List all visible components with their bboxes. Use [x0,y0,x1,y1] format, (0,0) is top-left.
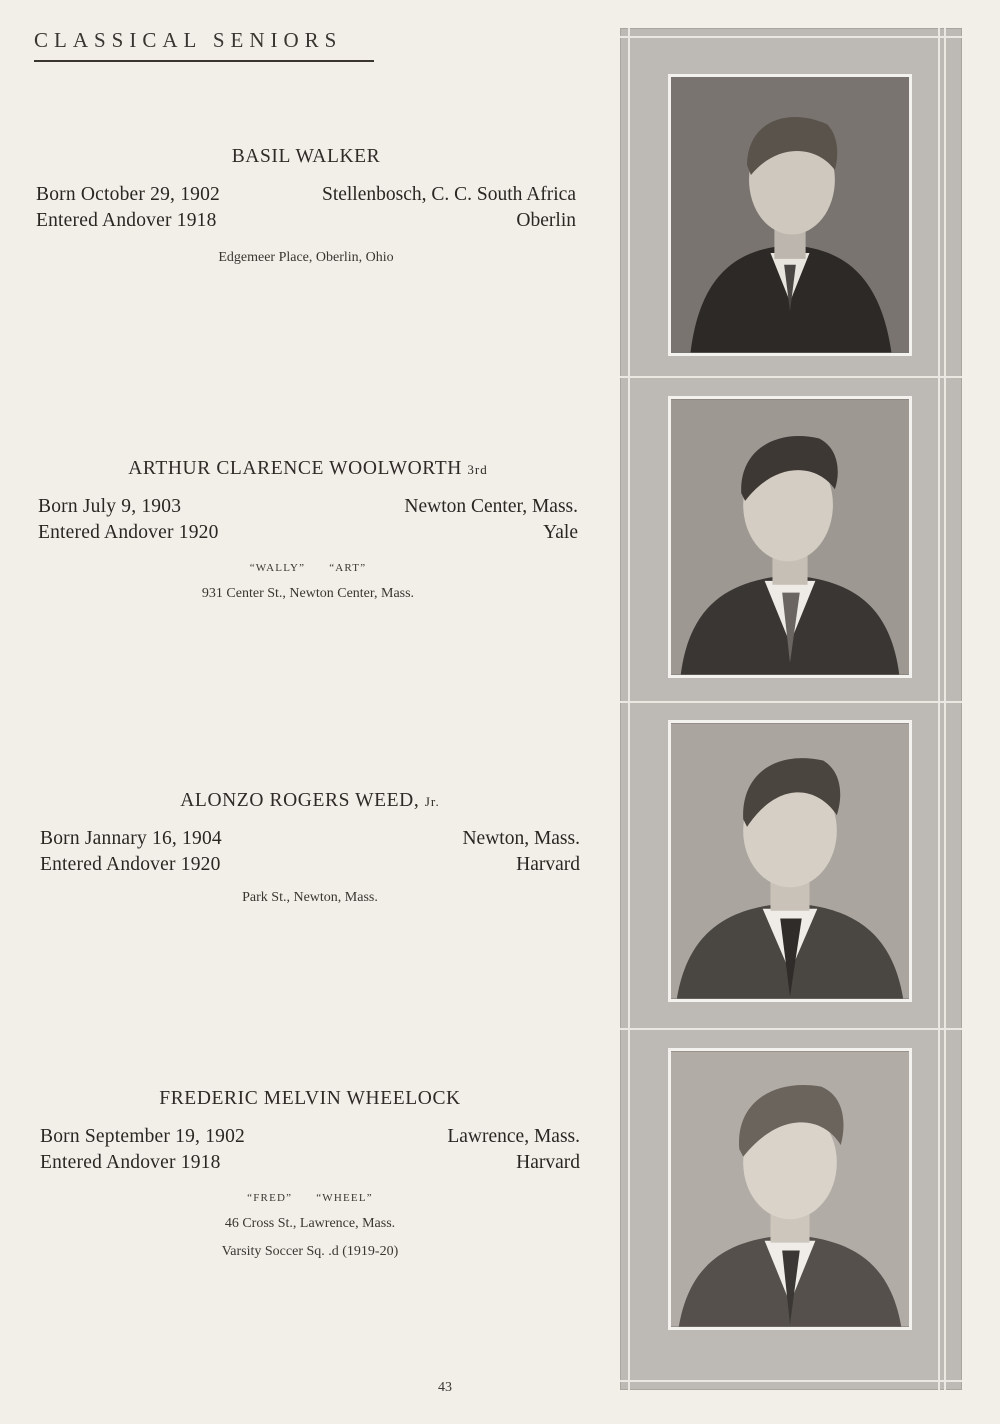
entered-row [40,852,580,878]
birth-date: Born October 29, 1902 [36,184,221,205]
college: Harvard [516,854,580,875]
entered-year: Entered Andover 1920 [40,854,221,875]
senior-name [40,1088,580,1110]
frame-border-line [620,36,962,38]
frame-border-line [628,28,630,1390]
portrait-image [671,399,909,675]
nicknames [38,562,578,574]
page-header: CLASSICAL SENIORS [34,28,343,52]
nickname: “ART” [329,562,367,574]
birthplace: Newton Center, Mass. [404,496,578,517]
page-number: 43 [438,1380,452,1395]
senior-entry [40,1088,580,1260]
home-address: Park St., Newton, Mass. [242,890,378,905]
senior-entry [40,790,580,906]
nickname: “WHEEL” [316,1192,373,1204]
activity-note: Varsity Soccer Sq. .d (1919-20) [221,1244,399,1259]
frame-divider [620,1028,962,1030]
senior-name [38,458,578,480]
home-address: Edgemeer Place, Oberlin, Ohio [218,250,394,265]
born-row [38,494,578,520]
nickname: “FRED” [247,1192,293,1204]
frame-border-line [944,28,946,1390]
frame-border-line [938,28,940,1390]
born-row [40,1124,580,1150]
portrait-image [671,77,909,353]
entered-row [38,520,578,546]
birthplace: Newton, Mass. [462,828,580,849]
portrait-photo [668,720,912,1002]
entered-row [40,1150,580,1176]
senior-name [40,790,580,812]
portrait-image [671,1051,909,1327]
college: Yale [543,522,578,543]
entered-year: Entered Andover 1918 [40,1152,221,1173]
college: Harvard [516,1152,580,1173]
portrait-image [671,723,909,999]
nicknames [40,1192,580,1204]
entered-year: Entered Andover 1920 [38,522,219,543]
portrait-photo [668,74,912,356]
home-address: 931 Center St., Newton Center, Mass. [201,586,415,601]
portrait-photo [668,396,912,678]
frame-divider [620,701,962,703]
senior-entry [36,146,576,266]
name-suffix: Jr. [424,794,440,809]
name-text: ARTHUR CLARENCE WOOLWORTH [128,458,462,479]
birthplace: Stellenbosch, C. C. South Africa [321,184,576,205]
born-row [36,182,576,208]
name-text: BASIL WALKER [231,146,381,167]
home-address: 46 Cross St., Lawrence, Mass. [224,1216,396,1231]
senior-name [36,146,576,168]
name-text: FREDERIC MELVIN WHEELOCK [159,1088,461,1109]
college: Oberlin [516,210,576,231]
name-suffix: 3rd [467,462,488,477]
birth-date: Born July 9, 1903 [38,496,182,517]
birth-date: Born September 19, 1902 [40,1126,245,1147]
nickname: “WALLY” [249,562,306,574]
entered-row [36,208,576,234]
frame-divider [620,376,962,378]
portrait-photo [668,1048,912,1330]
name-text: ALONZO ROGERS WEED, [180,790,420,811]
header-underline [34,60,374,62]
birth-date: Born Jannary 16, 1904 [40,828,222,849]
birthplace: Lawrence, Mass. [447,1126,580,1147]
entered-year: Entered Andover 1918 [36,210,217,231]
senior-entry [38,458,578,602]
born-row [40,826,580,852]
